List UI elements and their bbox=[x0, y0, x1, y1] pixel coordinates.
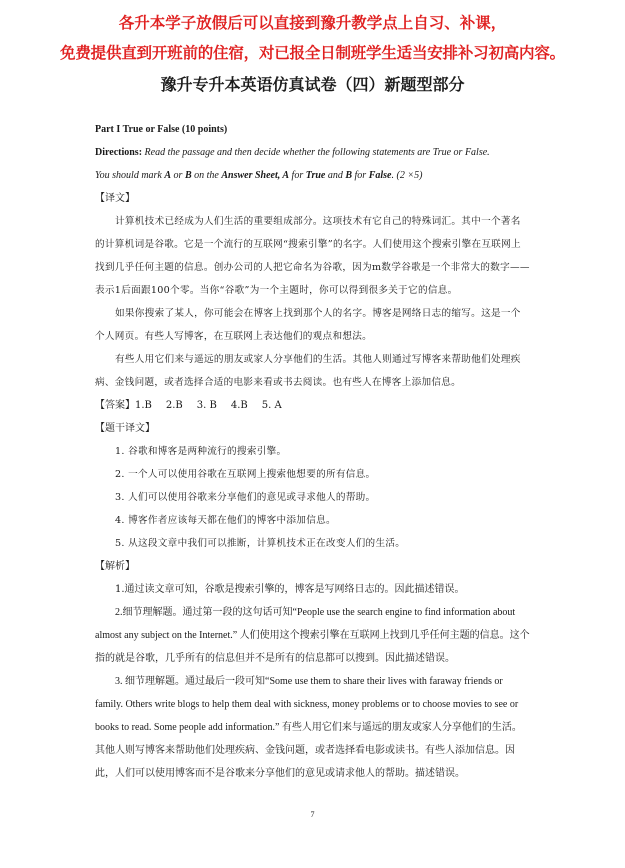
directions-on: on the bbox=[191, 170, 222, 181]
stem-item-4: 4. 博客作者应该每天都在他们的博客中添加信息。 bbox=[115, 515, 336, 526]
directions-a: A bbox=[164, 170, 172, 181]
directions-false: False bbox=[368, 170, 392, 181]
analysis-paragraph-2: 2.细节理解题。通过第一段的这句话可知“People use the search engine to find information about almost any subject on the Internet.” 人们使用这个搜索引擎在互联网上找到几乎任何主题的信息。这个指的就是谷歌，几乎所有的信息但并不是所有的信息都可以搜到。因此描述错误。 bbox=[95, 607, 530, 664]
directions-score: . (2 ×5) bbox=[391, 170, 423, 181]
directions-text-2: You should mark bbox=[95, 170, 165, 181]
stem-item-3: 3. 人们可以使用谷歌来分享他们的意见或寻求他人的帮助。 bbox=[115, 492, 376, 503]
analysis-paragraph-1: 1.通过读文章可知，谷歌是搜索引擎的，博客是写网络日志的。因此描述错误。 bbox=[115, 584, 465, 595]
translation-label: 【译文】 bbox=[95, 193, 135, 204]
directions-b: B bbox=[184, 170, 192, 181]
answers-label: 【答案】 bbox=[95, 400, 135, 411]
analysis-label: 【解析】 bbox=[95, 561, 135, 572]
stem-item-5: 5. 从这段文章中我们可以推断，计算机技术正在改变人们的生活。 bbox=[115, 538, 406, 549]
answer-5: 5. A bbox=[261, 400, 282, 411]
answer-2: 2.B bbox=[165, 400, 183, 411]
answer-4: 4.B bbox=[230, 400, 248, 411]
directions-b2: B bbox=[345, 170, 353, 181]
directions-answer-sheet: Answer Sheet, A bbox=[221, 170, 290, 181]
page-number: 7 bbox=[310, 810, 315, 819]
directions-line-2 bbox=[95, 164, 530, 187]
answers-row bbox=[95, 394, 530, 417]
translation-paragraph-3: 有些人用它们来与遥远的朋友或家人分享他们的生活。其他人则通过写博客来帮助他们处理疾病、金钱问题，或者选择合适的电影来看或书去阅读。也有些人在博客上添加信息。 bbox=[95, 354, 521, 388]
promo-line-1: 各升本学子放假后可以直接到豫升教学点上自习、补课， bbox=[118, 14, 507, 32]
answer-1: 1.B bbox=[135, 400, 152, 411]
directions-for-2: for bbox=[352, 170, 369, 181]
directions bbox=[95, 141, 530, 164]
directions-and: and bbox=[325, 170, 346, 181]
stem-translation-label: 【题干译文】 bbox=[95, 423, 155, 434]
directions-for: for bbox=[289, 170, 306, 181]
directions-or: or bbox=[171, 170, 185, 181]
translation-paragraph-1: 计算机技术已经成为人们生活的重要组成部分。这项技术有它自己的特殊词汇。其中一个著名的计算机词是谷歌。它是一个流行的互联网“搜索引擎”的名字。人们使用这个搜索引擎在互联网上找到几乎任何主题的信息。创办公司的人把它命名为谷歌，因为m数学谷歌是一个非常大的数字——表示1后面跟100个零。当你“谷歌”为一个主题时，你可以得到很多关于它的信息。 bbox=[95, 216, 530, 296]
promo-line-2: 免费提供直到开班前的住宿，对已报全日制班学生适当安排补习初高内容。 bbox=[60, 44, 565, 62]
translation-paragraph-2: 如果你搜索了某人，你可能会在博客上找到那个人的名字。博客是网络日志的缩写。这是一个个人网页。有些人写博客，在互联网上表达他们的观点和想法。 bbox=[95, 308, 521, 342]
part-heading: Part I True or False (10 points) bbox=[95, 124, 228, 135]
stem-item-2: 2. 一个人可以使用谷歌在互联网上搜索他想要的所有信息。 bbox=[115, 469, 376, 480]
analysis-paragraph-3: 3. 细节理解题。通过最后一段可知“Some use them to share their lives with faraway friends or family. Others write blogs to help them deal with sickness, money problems or to choose movies to see or books to read. Some people add information.” 有些人用它们来与遥远的朋友或家人分享他们的生活。其他人则写博客来帮助他们处理疾病、金钱问题，或者选择看电影或读书。有些人添加信息。因此，人们可以使用博客而不是谷歌来分享他们的意见或请求他人的帮助。描述错误。 bbox=[95, 676, 522, 779]
answer-3: 3. B bbox=[196, 400, 217, 411]
document-body bbox=[95, 118, 530, 785]
directions-text-1: Read the passage and then decide whether the following statements are True or False. bbox=[142, 147, 490, 158]
page-title: 豫升专升本英语仿真试卷（四）新题型部分 bbox=[160, 75, 465, 94]
directions-label: Directions: bbox=[95, 147, 143, 158]
directions-true: True bbox=[305, 170, 326, 181]
stem-item-1: 1. 谷歌和博客是两种流行的搜索引擎。 bbox=[115, 446, 287, 457]
